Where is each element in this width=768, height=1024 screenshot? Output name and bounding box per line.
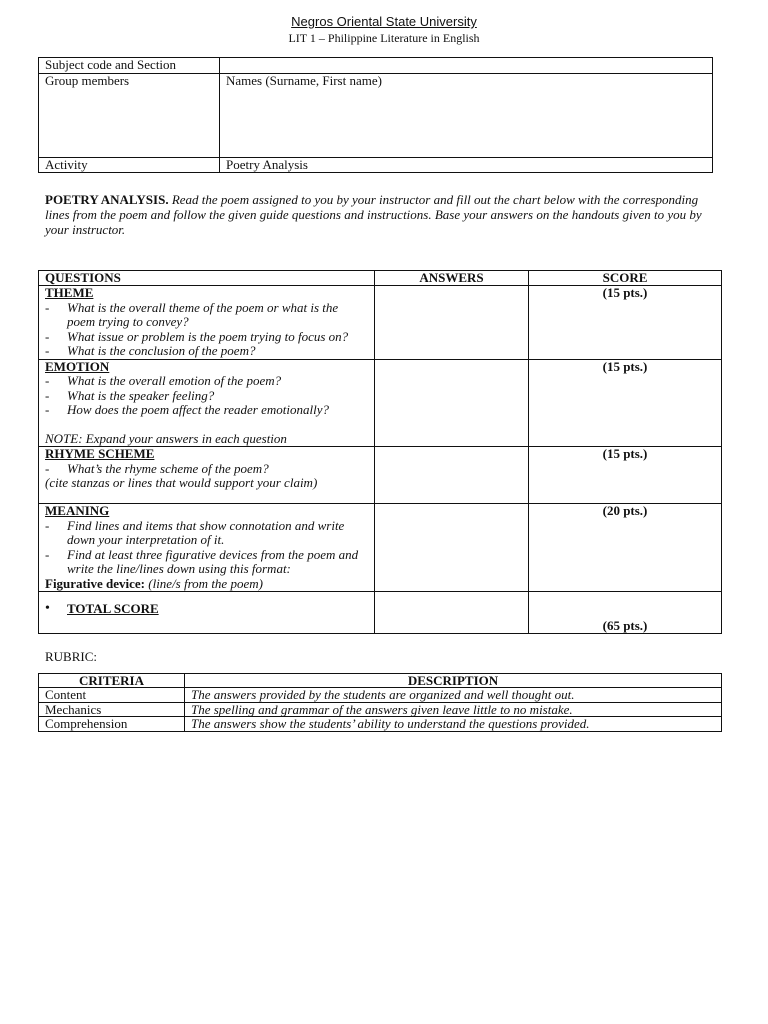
table-row <box>39 702 722 717</box>
format-line: Figurative device: (line/s from the poem) <box>45 575 263 591</box>
answer-cell[interactable] <box>375 504 529 592</box>
answer-cell[interactable] <box>375 592 529 634</box>
table-row <box>39 157 713 173</box>
score-cell: (65 pts.) <box>529 592 722 634</box>
criteria-cell: Comprehension <box>39 717 185 732</box>
info-label: Activity <box>39 157 220 173</box>
table-header-row <box>39 271 722 286</box>
info-value[interactable]: Poetry Analysis <box>220 157 713 173</box>
course-title: LIT 1 – Philippine Literature in English <box>288 31 480 45</box>
table-row <box>39 688 722 703</box>
meaning-cell <box>39 504 375 592</box>
university-title: Negros Oriental State University <box>291 14 477 29</box>
table-row <box>39 58 713 74</box>
column-header-score: SCORE <box>529 271 722 286</box>
criteria-cell: Content <box>39 688 185 703</box>
column-header-answers: ANSWERS <box>375 271 529 286</box>
total-score-label: TOTAL SCORE <box>67 601 159 616</box>
rubric-label: RUBRIC: <box>45 649 98 664</box>
list-item: - What issue or problem is the poem trying to focus on? <box>45 328 349 344</box>
table-row <box>39 73 713 157</box>
score-cell: (20 pts.) <box>529 504 722 592</box>
total-cell <box>39 592 375 634</box>
instructions-text: Read the poem assigned to you by your instructor and fill out the chart below with the corresponding lines from the poem and follow the given guide questions and instructions. Base your answers on the handouts given to you by your instructor. <box>45 192 702 237</box>
rubric-table <box>38 673 722 732</box>
info-value[interactable] <box>220 58 713 74</box>
score-cell: (15 pts.) <box>529 359 722 447</box>
section-title: RHYME SCHEME <box>45 446 155 461</box>
instructions-paragraph <box>45 192 705 237</box>
list-item: - What’s the rhyme scheme of the poem? <box>45 460 269 476</box>
section-title: MEANING <box>45 503 110 518</box>
list-item: - How does the poem affect the reader emotionally? <box>45 402 329 417</box>
note-text: (cite stanzas or lines that would support your claim) <box>45 475 318 490</box>
note-text: NOTE: Expand your answers in each question <box>45 430 287 446</box>
rhyme-cell <box>39 447 375 504</box>
info-table <box>38 57 713 173</box>
table-row <box>39 504 722 592</box>
instructions-heading: POETRY ANALYSIS. <box>45 192 169 207</box>
list-item: - Find lines and items that show connotation and write down your interpretation of it. <box>45 517 345 547</box>
questions-table <box>38 270 722 634</box>
table-header-row <box>39 674 722 688</box>
list-item: - What is the overall theme of the poem or what is the poem trying to convey? <box>45 299 339 329</box>
score-cell: (15 pts.) <box>529 286 722 360</box>
column-header-description: DESCRIPTION <box>185 674 722 688</box>
info-label: Group members <box>39 73 220 157</box>
info-label: Subject code and Section <box>39 58 220 74</box>
list-item: - What is the overall emotion of the poem? <box>45 373 282 388</box>
table-row <box>39 286 722 360</box>
criteria-cell: Mechanics <box>39 702 185 717</box>
description-cell: The spelling and grammar of the answers given leave little to no mistake. <box>185 702 722 717</box>
list-item: - What is the conclusion of the poem? <box>45 343 256 358</box>
table-row <box>39 592 722 634</box>
answer-cell[interactable] <box>375 286 529 360</box>
section-title: EMOTION <box>45 358 110 374</box>
description-cell: The answers show the students’ ability to understand the questions provided. <box>185 717 722 732</box>
emotion-cell <box>39 359 375 447</box>
bullet-icon: • <box>45 601 50 616</box>
score-cell: (15 pts.) <box>529 447 722 504</box>
table-row <box>39 447 722 504</box>
section-title: THEME <box>45 285 94 300</box>
theme-cell <box>39 286 375 360</box>
answer-cell[interactable] <box>375 359 529 447</box>
column-header-questions: QUESTIONS <box>39 271 375 286</box>
list-item: - Find at least three figurative devices from the poem and write the line/lines down using this format: <box>45 546 359 576</box>
table-row <box>39 717 722 732</box>
answer-cell[interactable] <box>375 447 529 504</box>
column-header-criteria: CRITERIA <box>39 674 185 688</box>
table-row <box>39 359 722 447</box>
description-cell: The answers provided by the students are organized and well thought out. <box>185 688 722 703</box>
list-item: - What is the speaker feeling? <box>45 387 215 403</box>
info-value[interactable]: Names (Surname, First name) <box>220 73 713 157</box>
